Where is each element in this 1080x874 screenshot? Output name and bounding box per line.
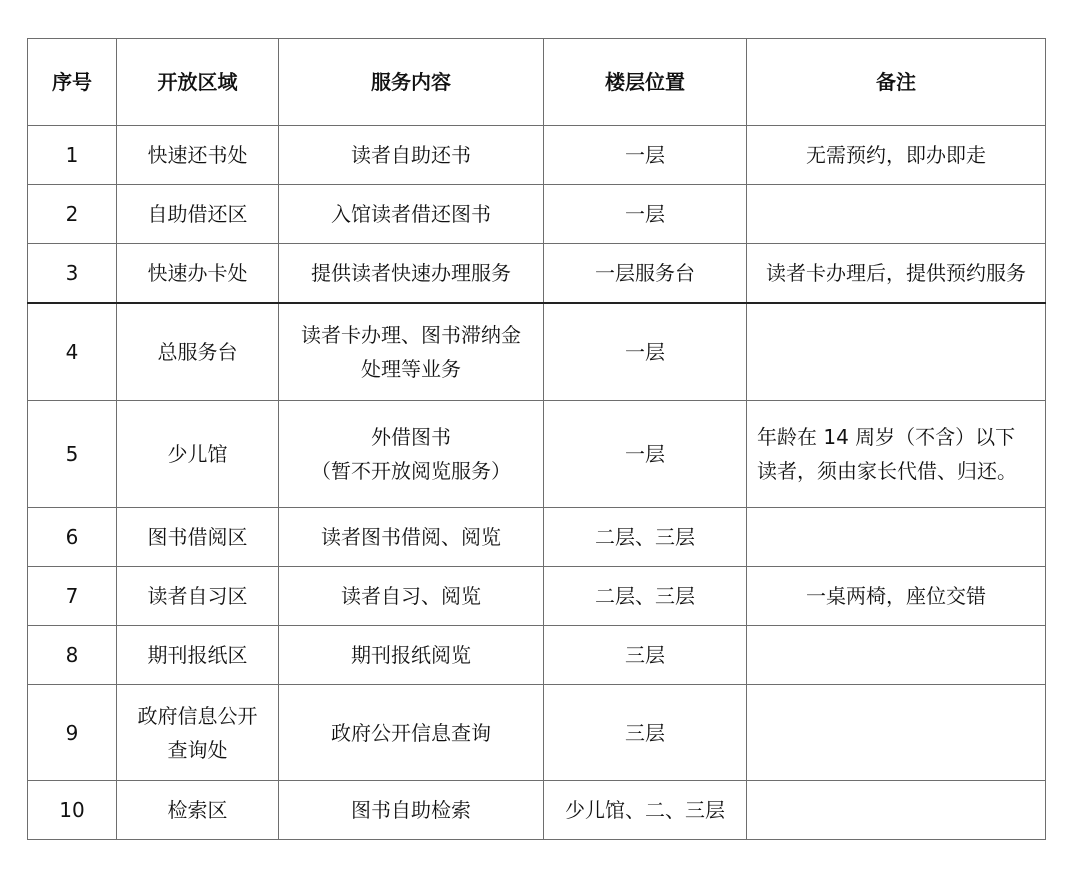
row-service bbox=[279, 303, 544, 401]
area-line: 检索区 bbox=[167, 798, 228, 822]
area-line: 查询处 bbox=[167, 737, 228, 762]
row-note bbox=[747, 626, 1046, 685]
row-floor bbox=[544, 626, 747, 685]
row-floor bbox=[544, 685, 747, 781]
row-note bbox=[747, 303, 1046, 401]
table-row bbox=[28, 303, 1046, 401]
row-note bbox=[747, 126, 1046, 185]
table-row bbox=[28, 508, 1046, 567]
service-line: 处理等业务 bbox=[361, 356, 461, 381]
area-line: 少儿馆 bbox=[167, 442, 228, 466]
row-floor bbox=[544, 126, 747, 185]
row-service bbox=[279, 685, 544, 781]
service-line: 期刊报纸阅览 bbox=[351, 643, 471, 667]
area-line: 读者自习区 bbox=[147, 584, 248, 608]
floor-line: 一层 bbox=[625, 143, 665, 167]
row-number: 6 bbox=[28, 508, 117, 567]
row-note bbox=[747, 567, 1046, 626]
header-number: 序号 bbox=[28, 39, 117, 126]
row-floor bbox=[544, 185, 747, 244]
row-area bbox=[117, 567, 279, 626]
row-note bbox=[747, 185, 1046, 244]
floor-line: 一层 bbox=[625, 442, 665, 466]
row-service bbox=[279, 185, 544, 244]
table-row bbox=[28, 401, 1046, 508]
row-service bbox=[279, 401, 544, 508]
service-line: 政府公开信息查询 bbox=[331, 720, 491, 745]
table-header-row bbox=[28, 39, 1046, 126]
note-line: 无需预约，即办即走 bbox=[806, 143, 986, 167]
header-note: 备注 bbox=[747, 39, 1046, 126]
row-floor bbox=[544, 244, 747, 303]
service-line: 读者图书借阅、阅览 bbox=[321, 525, 501, 549]
row-floor bbox=[544, 508, 747, 567]
note-line: 读者卡办理后，提供预约服务 bbox=[766, 260, 1026, 285]
row-number: 9 bbox=[28, 685, 117, 781]
row-floor bbox=[544, 401, 747, 508]
row-number: 10 bbox=[28, 781, 117, 840]
row-floor bbox=[544, 781, 747, 840]
row-floor bbox=[544, 567, 747, 626]
area-line: 自助借还区 bbox=[147, 202, 248, 226]
row-area bbox=[117, 244, 279, 303]
floor-line: 一层服务台 bbox=[595, 260, 695, 285]
row-area bbox=[117, 401, 279, 508]
area-line: 政府信息公开 bbox=[137, 703, 258, 728]
table-row bbox=[28, 781, 1046, 840]
service-line: 读者自助还书 bbox=[351, 143, 471, 167]
area-line: 期刊报纸区 bbox=[147, 643, 248, 667]
floor-line: 三层 bbox=[625, 720, 665, 745]
row-service bbox=[279, 508, 544, 567]
floor-line: 二层、三层 bbox=[595, 584, 695, 608]
service-line: 入馆读者借还图书 bbox=[331, 202, 491, 226]
row-note bbox=[747, 508, 1046, 567]
service-line: 图书自助检索 bbox=[351, 798, 471, 822]
service-line: 提供读者快速办理服务 bbox=[311, 260, 511, 285]
note-line: 一桌两椅，座位交错 bbox=[806, 584, 986, 608]
row-number: 1 bbox=[28, 126, 117, 185]
note-line: 读者，须由家长代借、归还。 bbox=[757, 459, 1017, 483]
service-line: 读者卡办理、图书滞纳金 bbox=[301, 322, 521, 347]
table-row bbox=[28, 685, 1046, 781]
header-floor: 楼层位置 bbox=[544, 39, 747, 126]
row-number: 7 bbox=[28, 567, 117, 626]
area-line: 快速还书处 bbox=[147, 143, 248, 167]
row-floor bbox=[544, 303, 747, 401]
row-area bbox=[117, 508, 279, 567]
table-row bbox=[28, 126, 1046, 185]
floor-line: 少儿馆、二、三层 bbox=[565, 798, 725, 822]
row-area bbox=[117, 626, 279, 685]
service-line: 读者自习、阅览 bbox=[341, 584, 481, 608]
floor-line: 三层 bbox=[625, 643, 665, 667]
table-row bbox=[28, 626, 1046, 685]
row-service bbox=[279, 567, 544, 626]
table-row bbox=[28, 185, 1046, 244]
row-area bbox=[117, 685, 279, 781]
header-area: 开放区域 bbox=[117, 39, 279, 126]
floor-line: 一层 bbox=[625, 339, 665, 364]
row-number: 2 bbox=[28, 185, 117, 244]
row-note bbox=[747, 244, 1046, 303]
row-number: 8 bbox=[28, 626, 117, 685]
row-area bbox=[117, 303, 279, 401]
area-line: 快速办卡处 bbox=[147, 260, 248, 285]
service-area-table bbox=[27, 38, 1046, 840]
table-row bbox=[28, 244, 1046, 303]
area-line: 总服务台 bbox=[157, 339, 238, 364]
area-line: 图书借阅区 bbox=[147, 525, 248, 549]
service-line: 外借图书 bbox=[371, 425, 451, 449]
row-note bbox=[747, 685, 1046, 781]
service-line: （暂不开放阅览服务） bbox=[311, 459, 511, 483]
row-area bbox=[117, 126, 279, 185]
note-line: 年龄在 14 周岁（不含）以下 bbox=[757, 425, 1016, 449]
row-number: 5 bbox=[28, 401, 117, 508]
row-service bbox=[279, 781, 544, 840]
row-service bbox=[279, 244, 544, 303]
row-note bbox=[747, 401, 1046, 508]
row-area bbox=[117, 781, 279, 840]
floor-line: 一层 bbox=[625, 202, 665, 226]
row-service bbox=[279, 126, 544, 185]
row-area bbox=[117, 185, 279, 244]
row-service bbox=[279, 626, 544, 685]
row-number: 4 bbox=[28, 303, 117, 401]
row-note bbox=[747, 781, 1046, 840]
table-row bbox=[28, 567, 1046, 626]
floor-line: 二层、三层 bbox=[595, 525, 695, 549]
header-service: 服务内容 bbox=[279, 39, 544, 126]
row-number: 3 bbox=[28, 244, 117, 303]
